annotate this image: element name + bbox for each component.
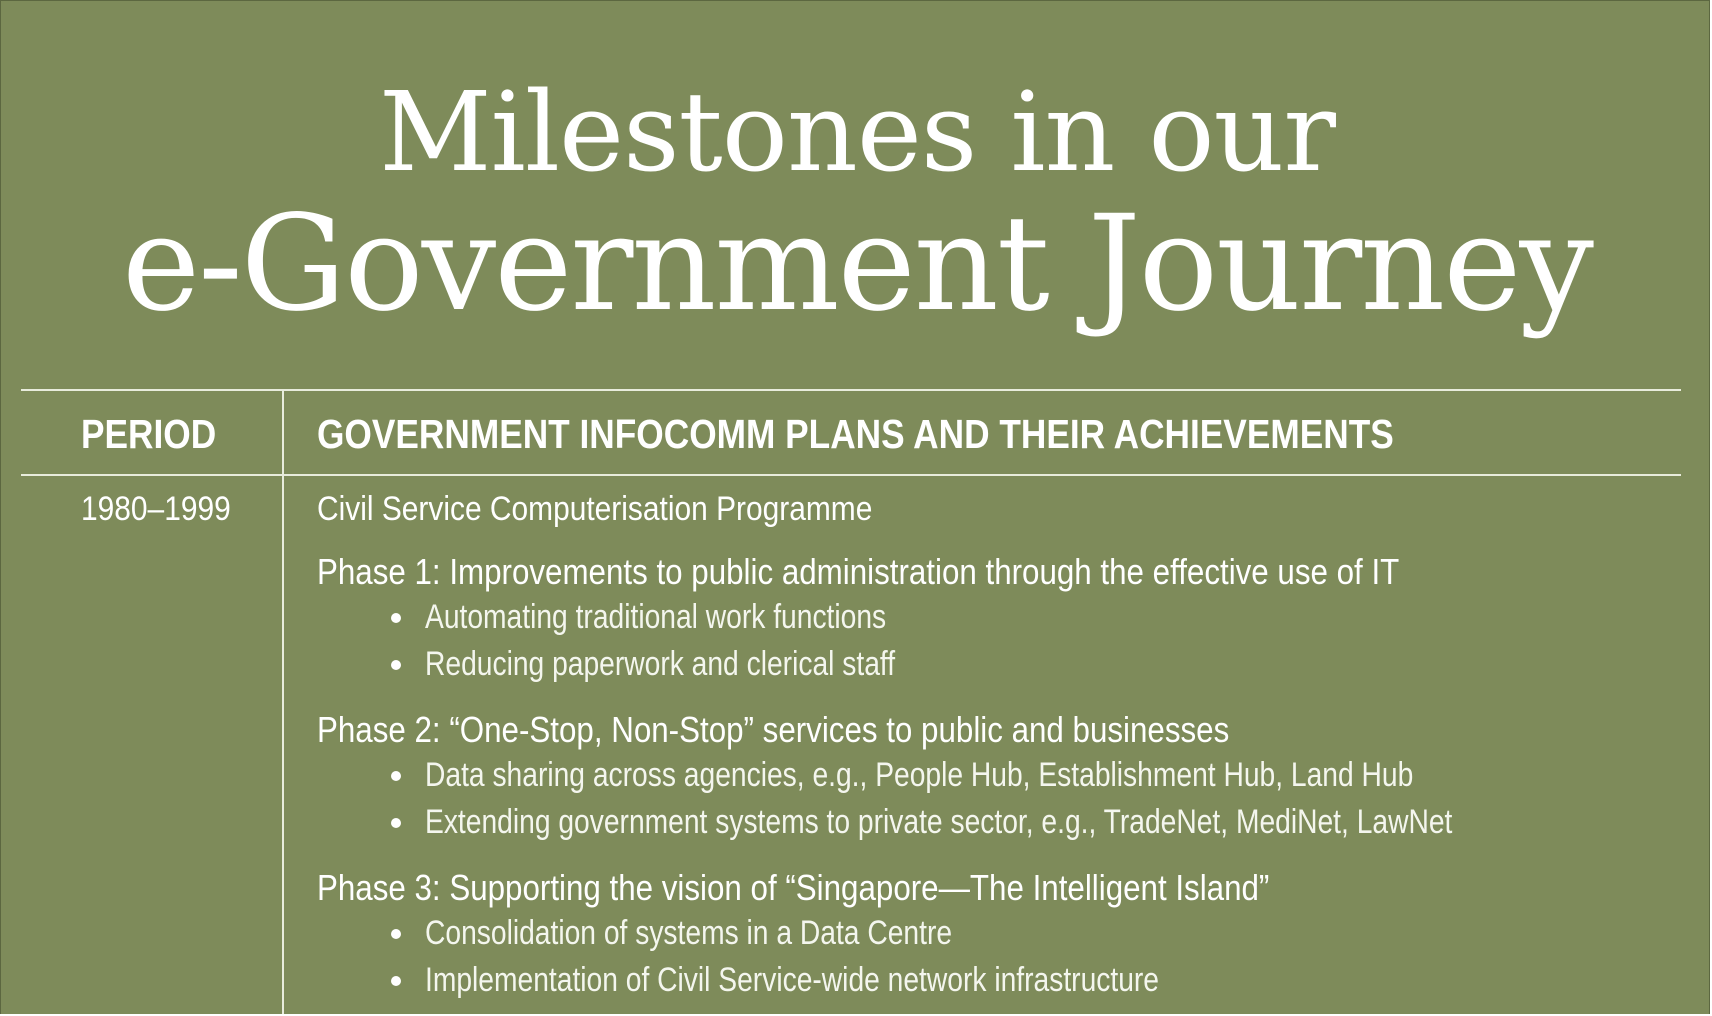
list-item: [317, 799, 1697, 846]
phase-block: [317, 550, 1697, 688]
phase-title: Phase 3: Supporting the vision of “Singapore—The Intelligent Island”: [317, 867, 1270, 908]
list-item: [317, 594, 1697, 641]
list-item-text: Implementation of Civil Service-wide network infrastructure: [425, 961, 1160, 999]
list-item-text: Reducing paperwork and clerical staff: [425, 645, 896, 683]
table-header-rule: [21, 474, 1681, 476]
phase-block: [317, 866, 1697, 1004]
list-item: [317, 910, 1697, 957]
phase-title: Phase 2: “One-Stop, Non-Stop” services to public and businesses: [317, 709, 1230, 750]
plans-column-header: GOVERNMENT INFOCOMM PLANS AND THEIR ACHIEVEMENTS: [317, 411, 1394, 457]
period-cell: 1980–1999: [81, 490, 231, 528]
bullet-icon: [391, 976, 401, 986]
phase-bullet-list: [317, 594, 1697, 688]
list-item-text: Consolidation of systems in a Data Centre: [425, 914, 953, 952]
bullet-icon: [391, 818, 401, 828]
bullet-icon: [391, 660, 401, 670]
list-item-text: Automating traditional work functions: [425, 598, 887, 636]
page-title-line-1: Milestones in our: [379, 68, 1335, 196]
list-item-text: Extending government systems to private sector, e.g., TradeNet, MediNet, LawNet: [425, 803, 1453, 841]
phase-bullet-list: [317, 910, 1697, 1004]
bullet-icon: [391, 771, 401, 781]
list-item: [317, 957, 1697, 1004]
page-title-line-2: e-Government Journey: [122, 187, 1592, 341]
list-item: [317, 752, 1697, 799]
phase-block: [317, 708, 1697, 846]
bullet-icon: [391, 613, 401, 623]
list-item-text: Data sharing across agencies, e.g., People Hub, Establishment Hub, Land Hub: [425, 756, 1414, 794]
plans-cell: [317, 488, 1697, 1004]
phase-title: Phase 1: Improvements to public administration through the effective use of IT: [317, 551, 1400, 592]
programme-name: Civil Service Computerisation Programme: [317, 490, 873, 528]
table-top-rule: [21, 389, 1681, 391]
phase-bullet-list: [317, 752, 1697, 846]
period-column-header: PERIOD: [81, 411, 217, 457]
list-item: [317, 641, 1697, 688]
table-column-divider: [282, 389, 284, 1014]
bullet-icon: [391, 929, 401, 939]
